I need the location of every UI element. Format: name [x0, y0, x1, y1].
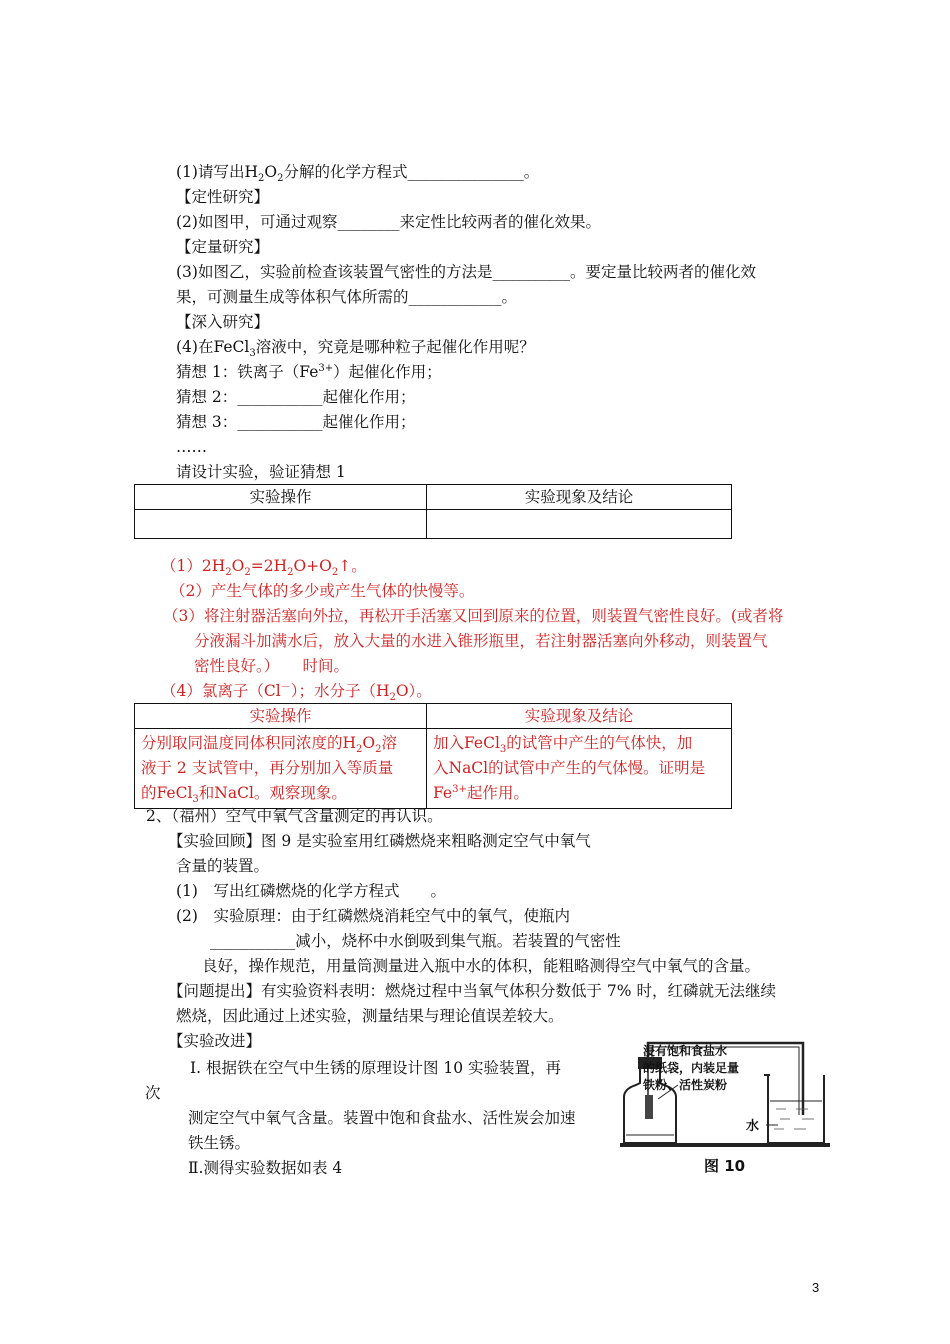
- q2-improve-1: Ⅰ. 根据铁在空气中生锈的原理设计图 10 实验装置，再: [190, 1059, 562, 1077]
- ellipsis: ……: [176, 438, 207, 456]
- figure-10-caption: 图 10: [704, 1157, 746, 1175]
- q2-review-line1: 【实验回顾】图 9 是实验室用红磷燃烧来粗略测定空气中氧气: [168, 832, 591, 850]
- answer-result-cell: 加入FeCl$_3$的试管中产生的气体快，加 入NaCl的试管中产生的气体慢。证明是 $Fe^{3+}$起作用。: [427, 729, 732, 809]
- q1-part1: (1)请写出$H_2O_2$分解的化学方程式_______________。: [176, 163, 540, 185]
- q2-title: 2、（福州）空气中氧气含量测定的再认识。: [146, 807, 443, 825]
- table-header-operation: 实验操作: [135, 485, 427, 510]
- figure-10-label-line2: 的纸袋，内装足量: [643, 1061, 740, 1075]
- q2-problem-line2: 燃烧，因此通过上述实验，测量结果与理论值误差较大。: [176, 1007, 564, 1025]
- table-header-result: 实验现象及结论: [427, 485, 732, 510]
- answer-operation-cell: 分别取同温度同体积同浓度的$H_2O_2$溶 液于 2 支试管中，再分别加入等质量 的FeCl$_3$和NaCl。观察现象。: [135, 729, 427, 809]
- guess-1: 猜想 1：铁离子$(Fe^{3+})$起催化作用；: [176, 362, 442, 381]
- q2-problem-line1: 【问题提出】有实验资料表明：燃烧过程中当氧气体积分数低于 7% 时，红磷就无法继续: [168, 982, 776, 1000]
- answer-table-header-operation: 实验操作: [135, 704, 427, 729]
- guess-3: 猜想 3：___________起催化作用；: [176, 413, 416, 431]
- q2-improve-2: 测定空气中氧气含量。装置中饱和食盐水、活性炭会加速: [188, 1109, 576, 1127]
- q1-part3-line1: (3)如图乙，实验前检查该装置气密性的方法是__________。要定量比较两者的催化效: [176, 263, 756, 281]
- guess-2: 猜想 2：___________起催化作用；: [176, 388, 416, 406]
- table-cell-empty: [427, 510, 732, 539]
- figure-10-water-label: 水: [746, 1119, 760, 1134]
- figure-10-label-line3: 铁粉、活性炭粉: [643, 1078, 728, 1092]
- heading-qualitative: 【定性研究】: [176, 188, 270, 206]
- answer-table: [134, 703, 732, 809]
- heading-improvement: 【实验改进】: [168, 1032, 262, 1050]
- question-table: [134, 484, 732, 539]
- design-prompt: 请设计实验，验证猜想 1: [176, 463, 346, 481]
- page-number: 3: [812, 1280, 820, 1295]
- q2-r2: (2) 实验原理：由于红磷燃烧消耗空气中的氧气，使瓶内: [176, 907, 570, 925]
- q1-part3-line2: 果，可测量生成等体积气体所需的____________。: [176, 288, 518, 306]
- q1-part4: (4)在FeCl$_3$溶液中，究竟是哪种粒子起催化作用呢？: [176, 338, 535, 360]
- figure-10-label-line1: 浸有饱和食盐水: [643, 1044, 728, 1058]
- q2-r1: (1) 写出红磷燃烧的化学方程式 。: [176, 882, 446, 900]
- q2-r2-line2: ___________减小，烧杯中水倒吸到集气瓶。若装置的气密性: [210, 932, 621, 950]
- q2-review-line2: 含量的装置。: [176, 857, 270, 875]
- heading-deep-research: 【深入研究】: [176, 313, 270, 331]
- answer-4: （4）氯离子（Cl－）；水分子$(H_2O)$。: [161, 681, 432, 704]
- answer-3-line3: 密性良好。） 时间。: [194, 657, 350, 675]
- answer-3-line1: （3）将注射器活塞向外拉，再松开手活塞又回到原来的位置，则装置气密性良好。(或者将: [163, 607, 784, 625]
- answer-table-header-result: 实验现象及结论: [427, 704, 732, 729]
- q2-improve-4: Ⅱ.测得实验数据如表 4: [188, 1159, 343, 1177]
- q2-r2-line3: 良好，操作规范，用量筒测量进入瓶中水的体积，能粗略测得空气中氧气的含量。: [202, 957, 761, 975]
- q2-improve-1-wrap: 次: [145, 1084, 161, 1102]
- q1-part2: (2)如图甲，可通过观察________来定性比较两者的催化效果。: [176, 213, 601, 231]
- answer-3-line2: 分液漏斗加满水后，放入大量的水进入锥形瓶里，若注射器活塞向外移动，则装置气: [194, 632, 768, 650]
- heading-quantitative: 【定量研究】: [176, 238, 270, 256]
- answer-1: $(1)2H_2O_2=2H_2O+O_2↑$。: [161, 557, 367, 579]
- q2-improve-3: 铁生锈。: [188, 1134, 251, 1152]
- answer-2: （2）产生气体的多少或产生气体的快慢等。: [170, 582, 475, 600]
- table-cell-empty: [135, 510, 427, 539]
